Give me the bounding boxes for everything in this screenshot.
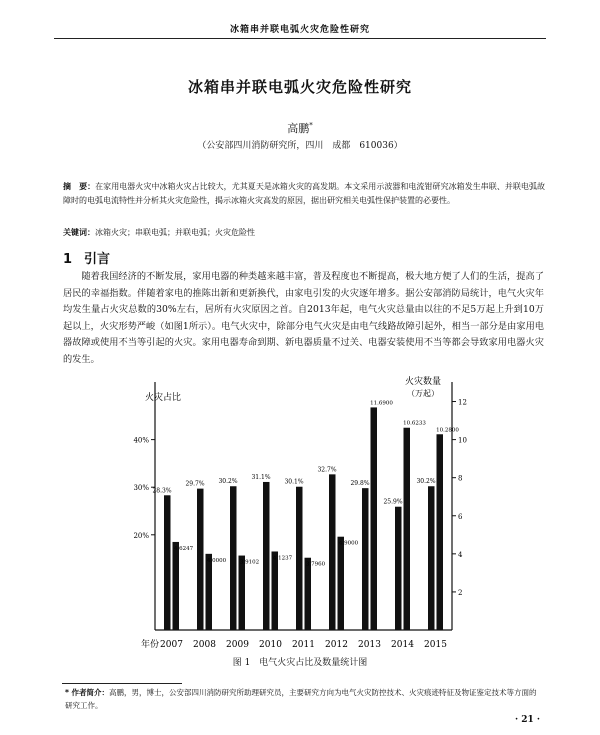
bar-label-fire-share: 29.8% bbox=[350, 480, 370, 488]
bar-label-fire-count: 4.0000 bbox=[206, 557, 227, 564]
page-number: · 21 · bbox=[514, 715, 540, 725]
bar-label-fire-share: 32.7% bbox=[317, 466, 337, 474]
bar-label-fire-count: 3.9102 bbox=[239, 559, 260, 566]
footnote-text: 高鹏，男，博士，公安部四川消防研究所助理研究员，主要研究方向为电气火灾防控技术、火灾痕迹特征及物证鉴定技术等方面的研究工作。 bbox=[65, 688, 537, 710]
x-category-label: 2012 bbox=[325, 640, 348, 650]
bar-fire-share bbox=[362, 488, 369, 630]
author-footnote-mark: * bbox=[309, 121, 313, 130]
bar-label-fire-count: 4.1237 bbox=[272, 555, 293, 562]
abstract-text: 在家用电器火灾中冰箱火灾占比较大，尤其夏天是冰箱火灾的高发期。本文采用示波器和电流钳研究冰箱发生串联、并联电弧故障时的电弧电流特性并分析其火灾危险性，揭示冰箱火灾高发的原因，据出研究相关电弧性保护装置的必要性。 bbox=[63, 182, 545, 205]
right-axis-tick-label: 10 bbox=[458, 436, 467, 445]
bar-fire-count bbox=[272, 551, 279, 630]
bar-label-fire-count: 3.7960 bbox=[305, 561, 326, 568]
bar-label-fire-count: 10.6233 bbox=[403, 420, 426, 427]
bar-fire-share bbox=[197, 489, 204, 630]
bar-label-fire-count: 11.6900 bbox=[370, 400, 393, 407]
running-header: 冰箱串并联电弧火灾危险性研究 bbox=[229, 25, 370, 35]
right-axis-tick-label: 12 bbox=[458, 398, 467, 407]
x-category-label: 2013 bbox=[358, 640, 381, 650]
left-axis-label: 火灾占比 bbox=[145, 393, 182, 403]
section-title: 引言 bbox=[84, 252, 111, 267]
bar-fire-share bbox=[263, 482, 270, 630]
bar-fire-share bbox=[164, 495, 171, 630]
bar-label-fire-share: 25.9% bbox=[383, 498, 403, 506]
author-name: 高鹏 bbox=[287, 122, 310, 135]
right-axis-tick-label: 2 bbox=[458, 588, 463, 597]
left-axis-tick-label: 20% bbox=[133, 531, 149, 540]
bar-label-fire-count: 10.2800 bbox=[436, 427, 459, 434]
bar-fire-share bbox=[230, 486, 237, 630]
bar-label-fire-count: 4.6247 bbox=[173, 545, 194, 552]
x-axis-label: 年份 bbox=[141, 640, 160, 650]
bar-fire-count bbox=[305, 558, 312, 630]
bar-fire-share bbox=[329, 474, 336, 630]
left-axis-tick-label: 30% bbox=[133, 484, 149, 493]
x-category-label: 2010 bbox=[259, 640, 282, 650]
x-category-label: 2009 bbox=[226, 640, 249, 650]
bar-label-fire-count: 4.9000 bbox=[338, 540, 359, 547]
bar-fire-count bbox=[338, 537, 345, 630]
bar-label-fire-share: 30.1% bbox=[284, 478, 304, 486]
affiliation: （公安部四川消防研究所，四川 成都 610036） bbox=[197, 141, 403, 151]
abstract-label: 摘 要： bbox=[63, 182, 96, 191]
footnote-label: * 作者简介： bbox=[65, 688, 110, 697]
bar-fire-share bbox=[428, 486, 435, 630]
footnote-rule bbox=[62, 683, 182, 684]
right-axis-tick-label: 8 bbox=[458, 474, 463, 483]
bar-fire-count bbox=[371, 407, 378, 630]
x-category-label: 2011 bbox=[292, 640, 315, 650]
section-number: 1 bbox=[63, 252, 73, 267]
right-axis-label: 火灾数量 bbox=[405, 377, 442, 387]
right-axis-unit-label: （万起） bbox=[407, 389, 439, 398]
x-category-label: 2008 bbox=[193, 640, 216, 650]
bar-label-fire-share: 28.3% bbox=[152, 487, 172, 495]
bar-fire-count bbox=[239, 556, 246, 630]
bar-label-fire-share: 30.2% bbox=[218, 478, 238, 486]
paper-title: 冰箱串并联电弧火灾危险性研究 bbox=[187, 78, 412, 96]
body-paragraph: 随着我国经济的不断发展，家用电器的种类越来越丰富，普及程度也不断提高，极大地方便了人们的生活，提高了居民的幸福指数。伴随着家电的推陈出新和更新换代，由家电引发的火灾逐年增多。据公安部消防局统计，电气火灾年均发生量占火灾总数的30%左右，居所有火灾原因之首。自2013年起，电气火灾总量由以往的不足5万起上升到10万起以上，火灾形势严峻（如图1所示）。电气火灾中，除部分电气火灾是由电气线路故障引起外，相当一部分是由家用电器故障或使用不当等引起的火灾。家用电器寿命到期、新电器质量不过关、电器安装使用不当等都会导致家用电器火灾的发生。 bbox=[63, 271, 544, 365]
bar-fire-share bbox=[395, 507, 402, 630]
bar-label-fire-share: 29.7% bbox=[185, 480, 205, 488]
footnote bbox=[65, 686, 544, 712]
x-category-label: 2015 bbox=[424, 640, 447, 650]
keywords-label: 关键词： bbox=[63, 228, 95, 237]
keywords-text: 冰箱火灾；串联电弧；并联电弧；火灾危险性 bbox=[95, 228, 255, 237]
bar-label-fire-share: 31.1% bbox=[251, 473, 271, 481]
right-axis-tick-label: 6 bbox=[458, 512, 463, 521]
left-axis-tick-label: 40% bbox=[133, 436, 149, 445]
bar-label-fire-share: 30.2% bbox=[416, 478, 436, 486]
bar-fire-share bbox=[296, 487, 303, 630]
bar-fire-count bbox=[206, 554, 213, 630]
figure-caption: 图 1 电气火灾占比及数量统计图 bbox=[232, 658, 368, 668]
x-category-label: 2007 bbox=[160, 640, 183, 650]
right-axis-tick-label: 4 bbox=[458, 550, 463, 559]
x-category-label: 2014 bbox=[391, 640, 414, 650]
bar-fire-count bbox=[404, 428, 411, 630]
bar-fire-count bbox=[437, 434, 444, 630]
bar-fire-count bbox=[173, 542, 180, 630]
